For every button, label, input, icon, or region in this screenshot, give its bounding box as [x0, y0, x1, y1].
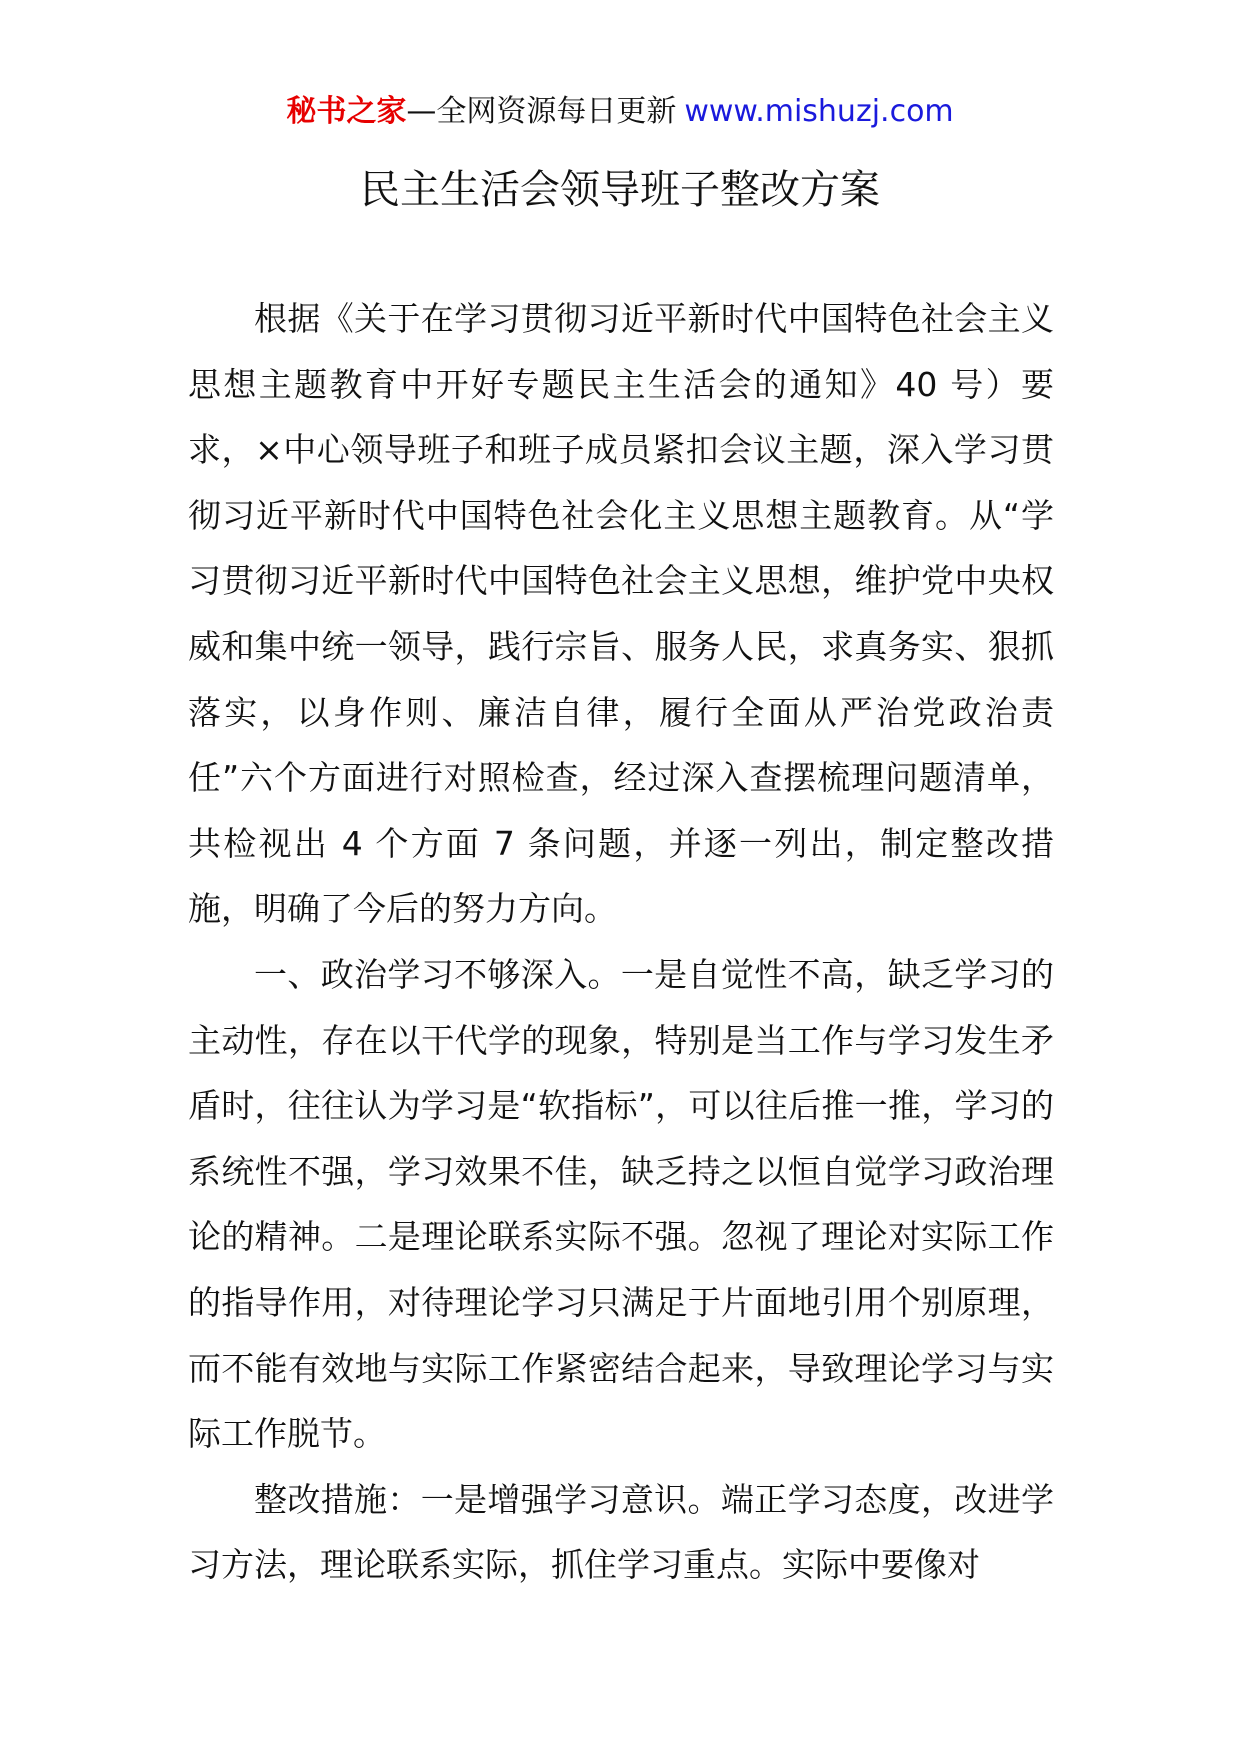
paragraph-measures: 整改措施：一是增强学习意识。端正学习态度，改进学习方法，理论联系实际，抓住学习重点。实际中要像对 — [188, 1479, 1054, 1585]
site-url-link[interactable]: www.mishuzj.com — [684, 94, 954, 129]
paragraph-intro: 根据《关于在学习贯彻习近平新时代中国特色社会主义思想主题教育中开好专题民主生活会的通知》40 号）要求，×中心领导班子和班子成员紧扣会议主题，深入学习贯彻习近平新时代中国特色社会化主义思想主题教育。从“学习贯彻习近平新时代中国特色社会主义思想，维护党中央权威和集中统一领导，践行宗旨、服务人民，求真务实、狠抓落实，以身作则、廉洁自律，履行全面从严治党政治责任”六个方面进行对照检查，经过深入查摆梳理问题清单，共检视出 4 个方面 7 条问题，并逐一列出，制定整改措施，明确了今后的努力方向。 — [188, 299, 1054, 929]
document-body — [188, 286, 1054, 1598]
paragraph-issue-one: 一、政治学习不够深入。一是自觉性不高，缺乏学习的主动性，存在以干代学的现象，特别是当工作与学习发生矛盾时，往往认为学习是“软指标”，可以往后推一推，学习的系统性不强，学习效果不佳，缺乏持之以恒自觉学习政治理论的精神。二是理论联系实际不强。忽视了理论对实际工作的指导作用，对待理论学习只满足于片面地引用个别原理，而不能有效地与实际工作紧密结合起来，导致理论学习与实际工作脱节。 — [188, 954, 1054, 1454]
site-brand: 秘书之家 — [286, 94, 407, 129]
site-header — [0, 92, 1240, 132]
document-title: 民主生活会领导班子整改方案 — [360, 167, 880, 213]
site-slogan: —全网资源每日更新 — [406, 94, 677, 129]
